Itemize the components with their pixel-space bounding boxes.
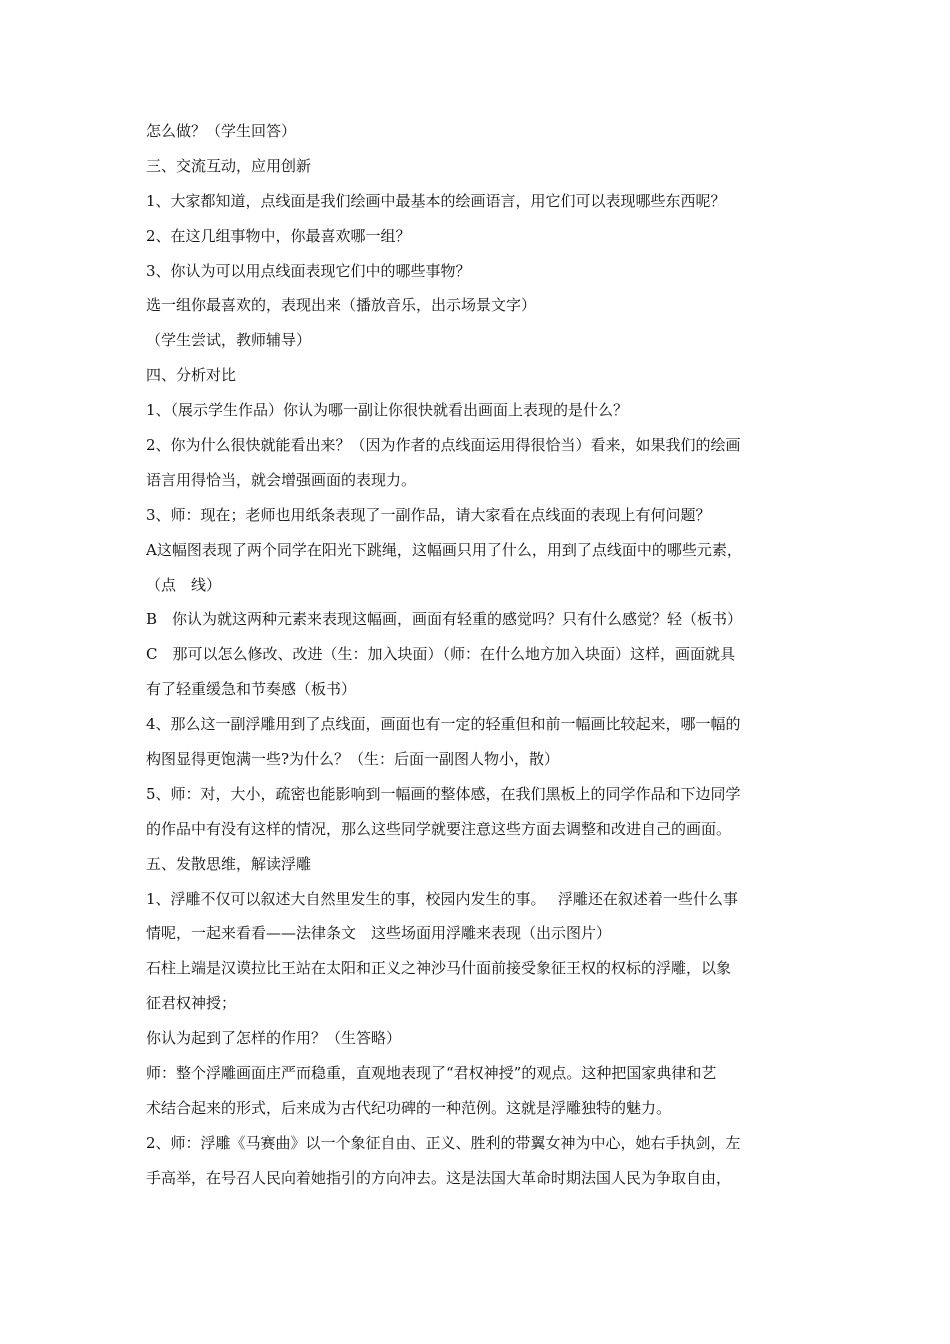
- text-line: 3、师：现在；老师也用纸条表现了一副作品，请大家看在点线面的表现上有何问题？: [146, 505, 711, 524]
- text-line: 1、大家都知道，点线面是我们绘画中最基本的绘画语言，用它们可以表现哪些东西呢？: [146, 191, 726, 210]
- text-line: 2、在这几组事物中，你最喜欢哪一组？: [146, 226, 411, 245]
- text-line: B 你认为就这两种元素来表现这幅画，画面有轻重的感觉吗？只有什么感觉？轻（板书）: [146, 610, 743, 629]
- text-line: （学生尝试，教师辅导）: [146, 331, 312, 350]
- text-line: 石柱上端是汉谟拉比王站在太阳和正义之神沙马什面前接受象征王权的权标的浮雕，以象: [146, 959, 732, 978]
- text-line: C 那可以怎么修改、改进（生：加入块面）（师：在什么地方加入块面）这样，画面就具: [146, 645, 735, 664]
- section-heading: 五、发散思维，解读浮雕: [146, 854, 312, 873]
- text-line: 师：整个浮雕画面庄严而稳重，直观地表现了“君权神授”的观点。这种把国家典律和艺: [146, 1064, 717, 1083]
- document-body: [146, 114, 810, 1196]
- text-line: 4、那么这一副浮雕用到了点线面，画面也有一定的轻重但和前一幅画比较起来，哪一幅的: [146, 715, 741, 734]
- text-line: 1、（展示学生作品）你认为哪一副让你很快就看出画面上表现的是什么？: [146, 401, 629, 420]
- text-line: 的作品中有没有这样的情况，那么这些同学就要注意这些方面去调整和改进自己的画面。: [146, 819, 732, 838]
- text-line: 3、你认为可以用点线面表现它们中的哪些事物？: [146, 261, 471, 280]
- text-line: 有了轻重缓急和节奏感（板书）: [146, 680, 357, 699]
- text-line: 2、你为什么很快就能看出来？（因为作者的点线面运用得很恰当）看来，如果我们的绘画: [146, 436, 741, 455]
- text-line: 1、浮雕不仅可以叙述大自然里发生的事，校园内发生的事。 浮雕还在叙述着一些什么事: [146, 889, 738, 908]
- text-line: 语言用得恰当，就会增强画面的表现力。: [146, 470, 417, 489]
- text-line: 怎么做？（学生回答）: [146, 122, 297, 140]
- text-line: 术结合起来的形式，后来成为古代纪功碑的一种范例。这就是浮雕独特的魅力。: [146, 1098, 672, 1117]
- text-line: 情呢，一起来看看——法律条文 这些场面用浮雕来表现（出示图片）: [146, 924, 612, 943]
- text-line: A这幅图表现了两个同学在阳光下跳绳，这幅画只用了什么，用到了点线面中的哪些元素，: [146, 540, 742, 559]
- text-line: 手高举，在号召人民向着她指引的方向冲去。这是法国大革命时期法国人民为争取自由，: [146, 1168, 732, 1187]
- text-line: 2、师：浮雕《马赛曲》以一个象征自由、正义、胜利的带翼女神为中心，她右手执剑，左: [146, 1133, 741, 1152]
- section-heading: 四、分析对比: [146, 366, 237, 385]
- text-line: 征君权神授；: [146, 994, 237, 1013]
- text-line: （点 线）: [146, 575, 222, 594]
- text-line: 你认为起到了怎样的作用？（生答略）: [146, 1029, 402, 1048]
- text-line: 5、师：对，大小，疏密也能影响到一幅画的整体感，在我们黑板上的同学作品和下边同学: [146, 784, 741, 803]
- text-line: 构图显得更饱满一些?为什么？（生：后面一副图人物小，散）: [146, 750, 560, 769]
- section-heading: 三、交流互动，应用创新: [146, 156, 312, 175]
- text-line: 选一组你最喜欢的，表现出来（播放音乐，出示场景文字）: [146, 296, 537, 315]
